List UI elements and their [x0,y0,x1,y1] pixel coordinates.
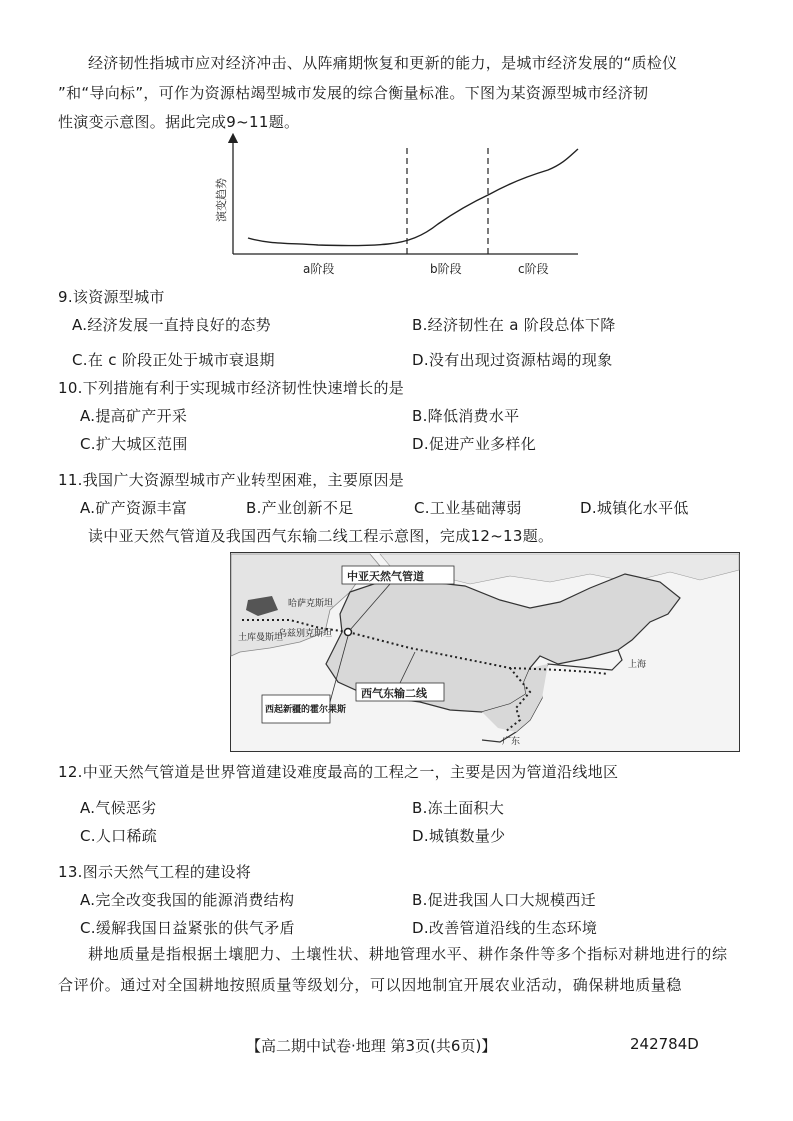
label-west-east-2: 西气东输二线 [361,687,427,700]
q11-option-b: B.产业创新不足 [246,499,354,517]
footer-title: 【高二期中试卷·地理 第3页(共6页)】 [246,1037,497,1055]
label-guangdong: 广东 [502,737,521,747]
stage-c-label: c阶段 [518,262,549,276]
intro-line-2: ”和“导向标”，可作为资源枯竭型城市发展的综合衡量标准。下图为某资源型城市经济韧 [58,84,649,102]
intro-line-1: 经济韧性指城市应对经济冲击、从阵痛期恢复和更新的能力，是城市经济发展的“质检仪 [88,54,678,72]
resilience-trend-figure [208,132,608,282]
intro-line-3: 性演变示意图。据此完成9~11题。 [58,113,300,131]
q11-option-a: A.矿产资源丰富 [80,499,188,517]
q10-option-d: D.促进产业多样化 [412,435,537,453]
q13-option-d: D.改善管道沿线的生态环境 [412,919,598,937]
q9-option-b: B.经济韧性在 a 阶段总体下降 [412,316,616,334]
q12-option-d: D.城镇数量少 [412,827,506,845]
pipeline-map [230,552,740,752]
stage-a-label: a阶段 [303,262,335,276]
q13-option-c: C.缓解我国日益紧张的供气矛盾 [80,919,295,937]
q12-option-c: C.人口稀疏 [80,827,158,845]
label-kazakhstan: 哈萨克斯坦 [288,599,334,609]
stage-b-label: b阶段 [430,262,462,276]
label-turkmenistan: 土库曼斯坦 [238,633,284,643]
trend-curve [248,149,578,246]
q12-stem: 12.中亚天然气管道是世界管道建设难度最高的工程之一，主要是因为管道沿线地区 [58,763,619,781]
label-uzbekistan: 乌兹别克斯坦 [278,629,333,639]
footer-code: 242784D [630,1035,699,1053]
q9-stem: 9.该资源型城市 [58,288,165,306]
intro-3: 耕地质量是指根据土壤肥力、土壤性状、耕地管理水平、耕作条件等多个指标对耕地进行的综合评价。通过对全国耕地按照质量等级划分，可以因地制宜开展农业活动，确保耕地质量稳 [58,945,728,994]
label-horgos: 西起新疆的霍尔果斯 [265,705,347,715]
label-shanghai: 上海 [628,660,647,670]
q13-option-b: B.促进我国人口大规模西迁 [412,891,596,909]
y-axis-label: 演变趋势 [215,178,228,222]
q9-option-a: A.经济发展一直持良好的态势 [72,316,271,334]
q9-option-d: D.没有出现过资源枯竭的现象 [412,351,613,369]
q12-option-b: B.冻土面积大 [412,799,505,817]
q10-option-b: B.降低消费水平 [412,407,520,425]
q10-option-a: A.提高矿产开采 [80,407,188,425]
q11-stem: 11.我国广大资源型城市产业转型困难，主要原因是 [58,471,405,489]
q10-option-c: C.扩大城区范围 [80,435,188,453]
q12-option-a: A.气候恶劣 [80,799,157,817]
q11-option-c: C.工业基础薄弱 [414,499,522,517]
label-central-asia-pipeline: 中亚天然气管道 [347,570,424,583]
q11-option-d: D.城镇化水平低 [580,499,689,517]
q13-stem: 13.图示天然气工程的建设将 [58,863,252,881]
q9-option-c: C.在 c 阶段正处于城市衰退期 [72,351,275,369]
q13-option-a: A.完全改变我国的能源消费结构 [80,891,295,909]
intro-2: 读中亚天然气管道及我国西气东输二线工程示意图，完成12~13题。 [88,527,554,545]
q10-stem: 10.下列措施有利于实现城市经济韧性快速增长的是 [58,379,405,397]
